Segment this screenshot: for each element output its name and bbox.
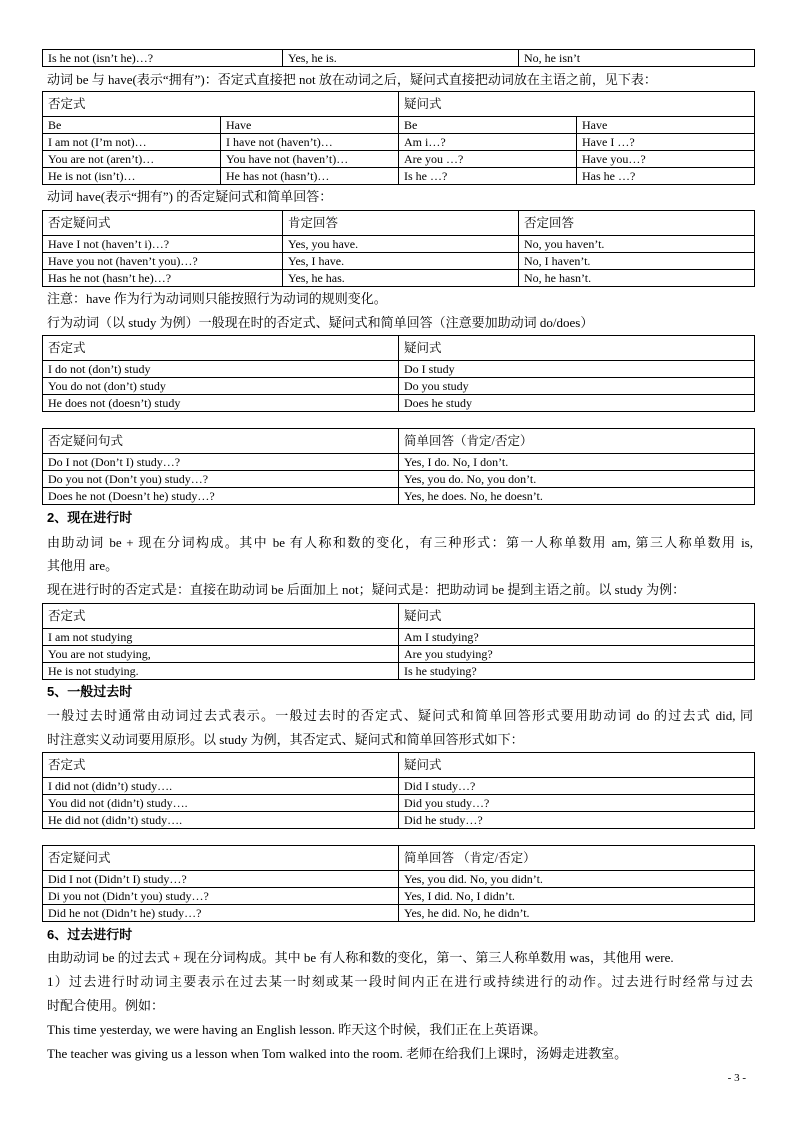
table-cell: I am not studying bbox=[43, 629, 399, 646]
table-header-cell: 否定式 bbox=[43, 92, 399, 117]
paragraph-line: 时注意实义动词要用原形。以 study 为例，其否定式、疑问式和简单回答形式如下： bbox=[47, 732, 524, 747]
table-header-cell: 否定疑问句式 bbox=[43, 429, 399, 454]
table-header-row bbox=[43, 92, 755, 117]
table-cell: Did you study…? bbox=[399, 795, 755, 812]
table-cell: No, you haven’t. bbox=[519, 236, 755, 253]
table-header-cell: 简单回答 （肯定/否定） bbox=[399, 846, 755, 871]
section-heading: 5、一般过去时 bbox=[47, 684, 133, 699]
be-have-table bbox=[42, 91, 755, 185]
table-cell: Yes, you did. No, you didn’t. bbox=[399, 871, 755, 888]
table-cell: Di you not (Didn’t you) study…? bbox=[43, 888, 399, 905]
study-intro: 行为动词（以 study 为例）一般现在时的否定式、疑问式和简单回答（注意要加助动词 do/does） bbox=[47, 315, 594, 330]
table-cell: Yes, I have. bbox=[283, 253, 519, 270]
table-row bbox=[43, 871, 755, 888]
table-header-row bbox=[43, 429, 755, 454]
paragraph-line: 现在进行时的否定式是：直接在助动词 be 后面加上 not；疑问式是：把助动词 be 提到主语之前。以 study 为例： bbox=[47, 582, 686, 597]
table-cell: Am i…? bbox=[399, 134, 577, 151]
table-header-row bbox=[43, 753, 755, 778]
be-have-intro: 动词 be 与 have(表示“拥有”)：否定式直接把 not 放在动词之后，疑问式直接把动词放在主语之前，见下表： bbox=[47, 72, 657, 87]
table-cell: I do not (don’t) study bbox=[43, 361, 399, 378]
table-row bbox=[43, 454, 755, 471]
paragraph-line: 时配合使用。例如： bbox=[47, 998, 165, 1013]
table-header-row bbox=[43, 604, 755, 629]
present-answer-table bbox=[42, 428, 755, 505]
table-row bbox=[43, 646, 755, 663]
table-cell: He is not (isn’t)… bbox=[43, 168, 221, 185]
table-cell: Does he not (Doesn’t he) study…? bbox=[43, 488, 399, 505]
table-cell: He does not (doesn’t) study bbox=[43, 395, 399, 412]
table-cell: Did he study…? bbox=[399, 812, 755, 829]
table-row bbox=[43, 253, 755, 270]
past-simple-table bbox=[42, 752, 755, 829]
table-cell: Do you not (Don’t you) study…? bbox=[43, 471, 399, 488]
table-header-cell: 否定式 bbox=[43, 753, 399, 778]
table-cell: You have not (haven’t)… bbox=[221, 151, 399, 168]
table-cell: Do I study bbox=[399, 361, 755, 378]
table-cell: Did I not (Didn’t I) study…? bbox=[43, 871, 399, 888]
table-cell: No, he hasn’t. bbox=[519, 270, 755, 287]
table-cell: Have you not (haven’t you)…? bbox=[43, 253, 283, 270]
table-cell: Yes, you have. bbox=[283, 236, 519, 253]
example-sentence: This time yesterday, we were having an English lesson. 昨天这个时候，我们正在上英语课。 bbox=[47, 1022, 547, 1037]
paragraph-line: 一般过去时通常由动词过去式表示。一般过去时的否定式、疑问式和简单回答形式要用助动词 do 的过去式 did, 同 bbox=[47, 708, 753, 723]
table-cell: He has not (hasn’t)… bbox=[221, 168, 399, 185]
table-cell: Is he not (isn’t he)…? bbox=[43, 50, 283, 67]
table-cell: He is not studying. bbox=[43, 663, 399, 680]
table-cell: No, he isn’t bbox=[519, 50, 755, 67]
table-cell: Yes, I do. No, I don’t. bbox=[399, 454, 755, 471]
table-cell: No, I haven’t. bbox=[519, 253, 755, 270]
table-cell: You are not (aren’t)… bbox=[43, 151, 221, 168]
table-row bbox=[43, 812, 755, 829]
table-cell: Have I not (haven’t i)…? bbox=[43, 236, 283, 253]
table-header-cell: 否定疑问式 bbox=[43, 846, 399, 871]
table-header-cell: 否定式 bbox=[43, 604, 399, 629]
have-answer-table bbox=[42, 210, 755, 287]
table-row bbox=[43, 629, 755, 646]
table-cell: Do I not (Don’t I) study…? bbox=[43, 454, 399, 471]
table-cell: Yes, he did. No, he didn’t. bbox=[399, 905, 755, 922]
table-row bbox=[43, 236, 755, 253]
table-header-cell: 否定回答 bbox=[519, 211, 755, 236]
table-row bbox=[43, 378, 755, 395]
table-header-cell: 疑问式 bbox=[399, 92, 755, 117]
have-intro: 动词 have(表示“拥有”) 的否定疑问式和简单回答： bbox=[47, 189, 333, 204]
table-cell: You do not (don’t) study bbox=[43, 378, 399, 395]
table-header-cell: 否定式 bbox=[43, 336, 399, 361]
page-number: - 3 - bbox=[727, 1072, 746, 1084]
table-cell: You are not studying, bbox=[43, 646, 399, 663]
table-cell: Yes, he does. No, he doesn’t. bbox=[399, 488, 755, 505]
table-header-cell: 肯定回答 bbox=[283, 211, 519, 236]
example-sentence: The teacher was giving us a lesson when Tom walked into the room. 老师在给我们上课时，汤姆走进教室。 bbox=[47, 1046, 628, 1061]
table-cell: Has he not (hasn’t he)…? bbox=[43, 270, 283, 287]
table-header-cell: 疑问式 bbox=[399, 753, 755, 778]
table-row bbox=[43, 151, 755, 168]
table-cell: Do you study bbox=[399, 378, 755, 395]
paragraph-line: 由助动词 be + 现在分词构成。其中 be 有人称和数的变化，有三种形式：第一人称单数用 am, 第三人称单数用 is, bbox=[47, 535, 753, 550]
past-answer-table bbox=[42, 845, 755, 922]
table-subheader-cell: Have bbox=[577, 117, 755, 134]
table-cell: You did not (didn’t) study…. bbox=[43, 795, 399, 812]
be-question-table bbox=[42, 49, 755, 67]
table-header-row bbox=[43, 336, 755, 361]
table-cell: I am not (I’m not)… bbox=[43, 134, 221, 151]
table-row bbox=[43, 361, 755, 378]
section-heading: 2、现在进行时 bbox=[47, 510, 133, 525]
table-cell: Did I study…? bbox=[399, 778, 755, 795]
table-row bbox=[43, 888, 755, 905]
table-row bbox=[43, 488, 755, 505]
table-row bbox=[43, 905, 755, 922]
table-header-cell: 疑问式 bbox=[399, 336, 755, 361]
paragraph-line: 1）过去进行时动词主要表示在过去某一时刻或某一段时间内正在进行或持续进行的动作。过去进行时经常与过去 bbox=[47, 974, 753, 989]
table-cell: Am I studying? bbox=[399, 629, 755, 646]
table-row bbox=[43, 663, 755, 680]
table-header-cell: 简单回答（肯定/否定） bbox=[399, 429, 755, 454]
table-row bbox=[43, 795, 755, 812]
table-cell: Are you …? bbox=[399, 151, 577, 168]
table-row bbox=[43, 778, 755, 795]
table-subheader-cell: Have bbox=[221, 117, 399, 134]
table-row bbox=[43, 168, 755, 185]
table-cell: Yes, I did. No, I didn’t. bbox=[399, 888, 755, 905]
paragraph-line: 其他用 are。 bbox=[47, 558, 119, 573]
table-subheader-row bbox=[43, 117, 755, 134]
table-cell: I have not (haven’t)… bbox=[221, 134, 399, 151]
table-cell: Is he studying? bbox=[399, 663, 755, 680]
table-header-row bbox=[43, 846, 755, 871]
table-subheader-cell: Be bbox=[399, 117, 577, 134]
table-cell: Has he …? bbox=[577, 168, 755, 185]
table-cell: I did not (didn’t) study…. bbox=[43, 778, 399, 795]
table-row bbox=[43, 50, 755, 67]
table-cell: Yes, he has. bbox=[283, 270, 519, 287]
table-row bbox=[43, 134, 755, 151]
present-simple-table bbox=[42, 335, 755, 412]
table-cell: Is he …? bbox=[399, 168, 577, 185]
section-heading: 6、过去进行时 bbox=[47, 927, 133, 942]
table-cell: Yes, you do. No, you don’t. bbox=[399, 471, 755, 488]
table-header-row bbox=[43, 211, 755, 236]
table-cell: Yes, he is. bbox=[283, 50, 519, 67]
table-cell: Are you studying? bbox=[399, 646, 755, 663]
note-text: 注意：have 作为行为动词则只能按照行为动词的规则变化。 bbox=[47, 291, 387, 306]
table-row bbox=[43, 395, 755, 412]
table-header-cell: 疑问式 bbox=[399, 604, 755, 629]
table-row bbox=[43, 471, 755, 488]
table-row bbox=[43, 270, 755, 287]
table-header-cell: 否定疑问式 bbox=[43, 211, 283, 236]
present-continuous-table bbox=[42, 603, 755, 680]
table-cell: He did not (didn’t) study…. bbox=[43, 812, 399, 829]
table-subheader-cell: Be bbox=[43, 117, 221, 134]
table-cell: Did he not (Didn’t he) study…? bbox=[43, 905, 399, 922]
paragraph-line: 由助动词 be 的过去式 + 现在分词构成。其中 be 有人称和数的变化，第一、第三人称单数用 was，其他用 were. bbox=[47, 950, 674, 965]
table-cell: Have I …? bbox=[577, 134, 755, 151]
table-cell: Does he study bbox=[399, 395, 755, 412]
table-cell: Have you…? bbox=[577, 151, 755, 168]
